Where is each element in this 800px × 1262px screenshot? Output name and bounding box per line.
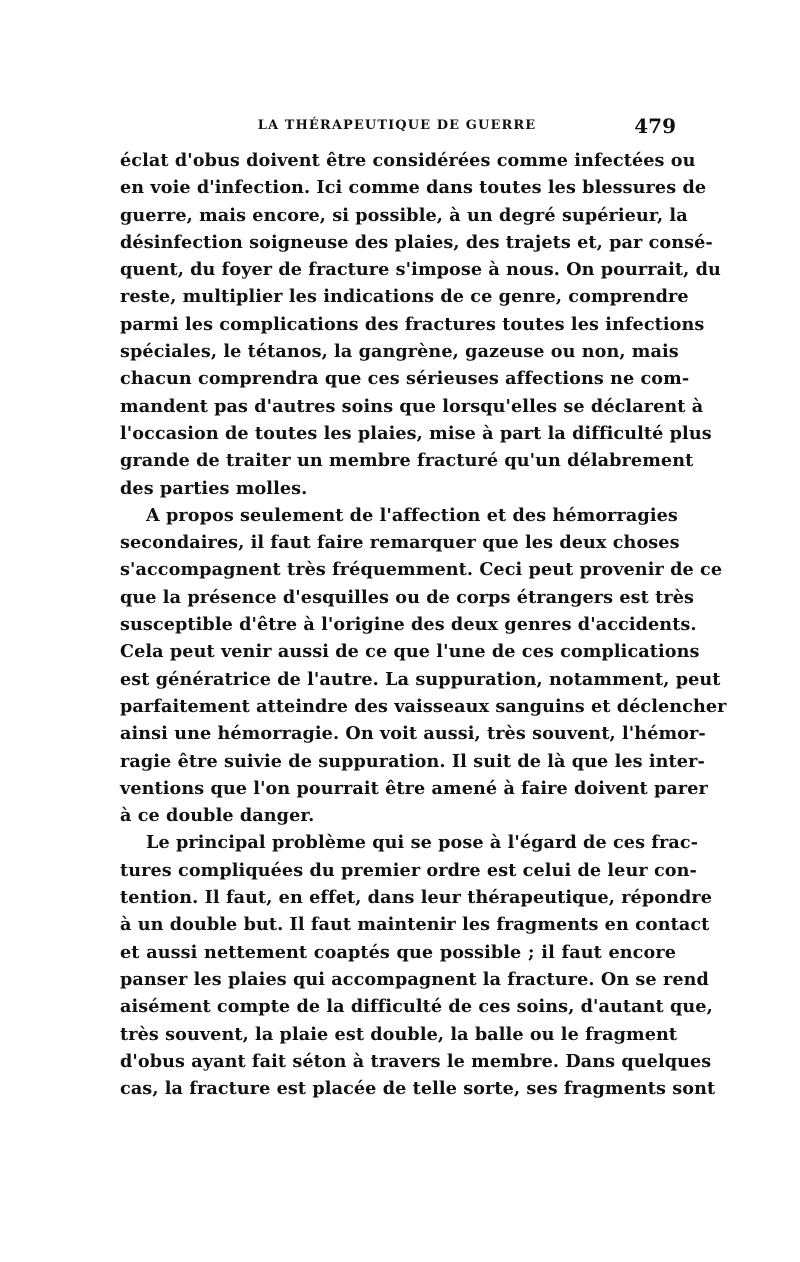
text-line: à un double but. Il faut maintenir les fragments en contact [120,914,710,936]
text-line: désinfection soigneuse des plaies, des trajets et, par consé- [120,231,713,253]
text-line: cas, la fracture est placée de telle sorte, ses fragments sont [120,1078,716,1100]
text-line: s'accompagnent très fréquemment. Ceci peut provenir de ce [120,559,723,581]
text-line: est génératrice de l'autre. La suppuration, notamment, peut [120,668,721,690]
running-header [118,116,676,140]
text-line: très souvent, la plaie est double, la balle ou le fragment [120,1023,678,1045]
text-line: ventions que l'on pourrait être amené à faire doivent parer [120,777,708,799]
text-line: chacun comprendra que ces sérieuses affections ne com- [120,368,690,390]
text-line: tures compliquées du premier ordre est celui de leur con- [120,859,697,881]
text-line: et aussi nettement coaptés que possible ; il faut encore [120,941,676,963]
text-line: que la présence d'esquilles ou de corps étrangers est très [120,586,695,608]
text-line: panser les plaies qui accompagnent la fracture. On se rend [120,968,709,990]
text-line: quent, du foyer de fracture s'impose à nous. On pourrait, du [120,259,721,281]
text-line: à ce double danger. [120,805,315,827]
text-line: d'obus ayant fait séton à travers le membre. Dans quelques [120,1050,712,1072]
text-line: mandent pas d'autres soins que lorsqu'elles se déclarent à [120,395,704,417]
text-line: tention. Il faut, en effet, dans leur thérapeutique, répondre [120,887,713,909]
text-line: aisément compte de la difficulté de ces soins, d'autant que, [120,996,713,1018]
text-line: reste, multiplier les indications de ce genre, comprendre [120,286,689,308]
text-line: spéciales, le tétanos, la gangrène, gazeuse ou non, mais [120,341,679,363]
text-line: éclat d'obus doivent être considérées comme infectées ou [120,150,696,171]
text-line: A propos seulement de l'affection et des hémorragies [146,504,678,526]
text-line: susceptible d'être à l'origine des deux genres d'accidents. [120,614,697,636]
text-line: secondaires, il faut faire remarquer que les deux choses [120,532,680,554]
text-line: Le principal problème qui se pose à l'égard de ces frac- [146,832,699,854]
text-line: Cela peut venir aussi de ce que l'une de ces complications [120,641,700,663]
text-line: guerre, mais encore, si possible, à un degré supérieur, la [120,204,688,226]
page-number: 479 [634,114,676,138]
text-line: des parties molles. [120,477,308,499]
text-line: grande de traiter un membre fracturé qu'un délabrement [120,450,694,472]
text-line: en voie d'infection. Ici comme dans toutes les blessures de [120,177,707,199]
text-line: parmi les complications des fractures toutes les infections [120,313,705,335]
running-title: LA THÉRAPEUTIQUE DE GUERRE [257,118,537,133]
text-line: ainsi une hémorragie. On voit aussi, très souvent, l'hémor- [120,723,706,745]
body-text [120,147,727,1102]
text-line: l'occasion de toutes les plaies, mise à part la difficulté plus [120,422,712,444]
text-line: parfaitement atteindre des vaisseaux sanguins et déclencher [120,695,727,717]
text-line: ragie être suivie de suppuration. Il suit de là que les inter- [120,750,705,772]
